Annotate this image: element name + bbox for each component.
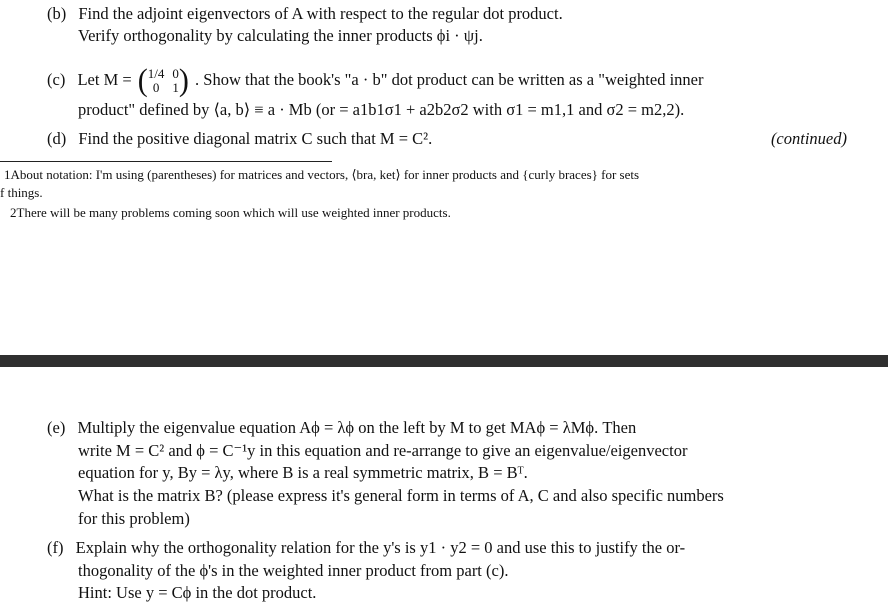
matrix-m [137,63,189,98]
part-e-text-1: Multiply the eigenvalue equation Aϕ = λϕ on the left by M to get MAϕ = λMϕ. Then [77,418,637,437]
continued-note: (continued) [770,129,847,148]
matrix-m-22: 1 [172,80,179,95]
part-f-label: (f) [47,538,64,557]
part-d-label: (d) [47,129,67,148]
matrix-right-paren: ) [178,63,189,98]
part-c-label: (c) [47,69,66,89]
footnote-rule [0,161,332,162]
matrix-m-11: 1/4 [147,66,165,81]
part-e-text-5: for this problem) [78,509,190,528]
matrix-m-12: 0 [172,66,179,81]
footnote-1-line-2: f things. [0,185,43,200]
part-c-line-1 [47,63,704,98]
footnote-1-line-1: 1About notation: I'm using (parentheses) for matrices and vectors, ⟨bra, ket⟩ for inner products and {curly braces} for sets [4,167,640,182]
matrix-left-paren: ( [137,63,148,98]
part-c-text-pre: Let M = [77,69,132,89]
part-c-text-post: . Show that the book's "a · b" dot product can be written as a "weighted inner [195,69,704,89]
part-b-text-2: Verify orthogonality by calculating the inner products ϕi · ψj. [78,26,483,45]
part-f-text-1: Explain why the orthogonality relation for the y's is y1 · y2 = 0 and use this to justify the or- [75,538,686,557]
part-e-text-2: write M = C² and ϕ = C⁻¹y in this equation and re-arrange to give an eigenvalue/eigenvector [78,441,688,460]
part-b-label: (b) [47,4,67,23]
part-f-line-1 [47,537,685,559]
footnote-2: 2There will be many problems coming soon which will use weighted inner products. [10,205,451,220]
part-e-text-4: What is the matrix B? (please express it's general form in terms of A, C and also specific numbers [78,486,724,505]
part-f-text-3: Hint: Use y = Cϕ in the dot product. [78,583,317,602]
matrix-m-21: 0 [152,80,160,95]
part-c-text-2: product" defined by ⟨a, b⟩ ≡ a · Mb (or = a1b1σ1 + a2b2σ2 with σ1 = m1,1 and σ2 = m2,2). [78,100,685,119]
part-b-line-1 [47,3,563,25]
part-d-line [47,128,847,150]
page-separator [0,355,888,367]
part-e-line-1 [47,417,636,439]
part-b-text-1: Find the adjoint eigenvectors of A with respect to the regular dot product. [78,4,563,23]
part-e-text-3: equation for y, By = λy, where B is a real symmetric matrix, B = Bᵀ. [78,463,528,482]
part-e-label: (e) [47,418,66,437]
part-d-text: Find the positive diagonal matrix C such that M = C². [78,129,433,148]
part-f-text-2: thogonality of the ϕ's in the weighted inner product from part (c). [78,561,509,580]
